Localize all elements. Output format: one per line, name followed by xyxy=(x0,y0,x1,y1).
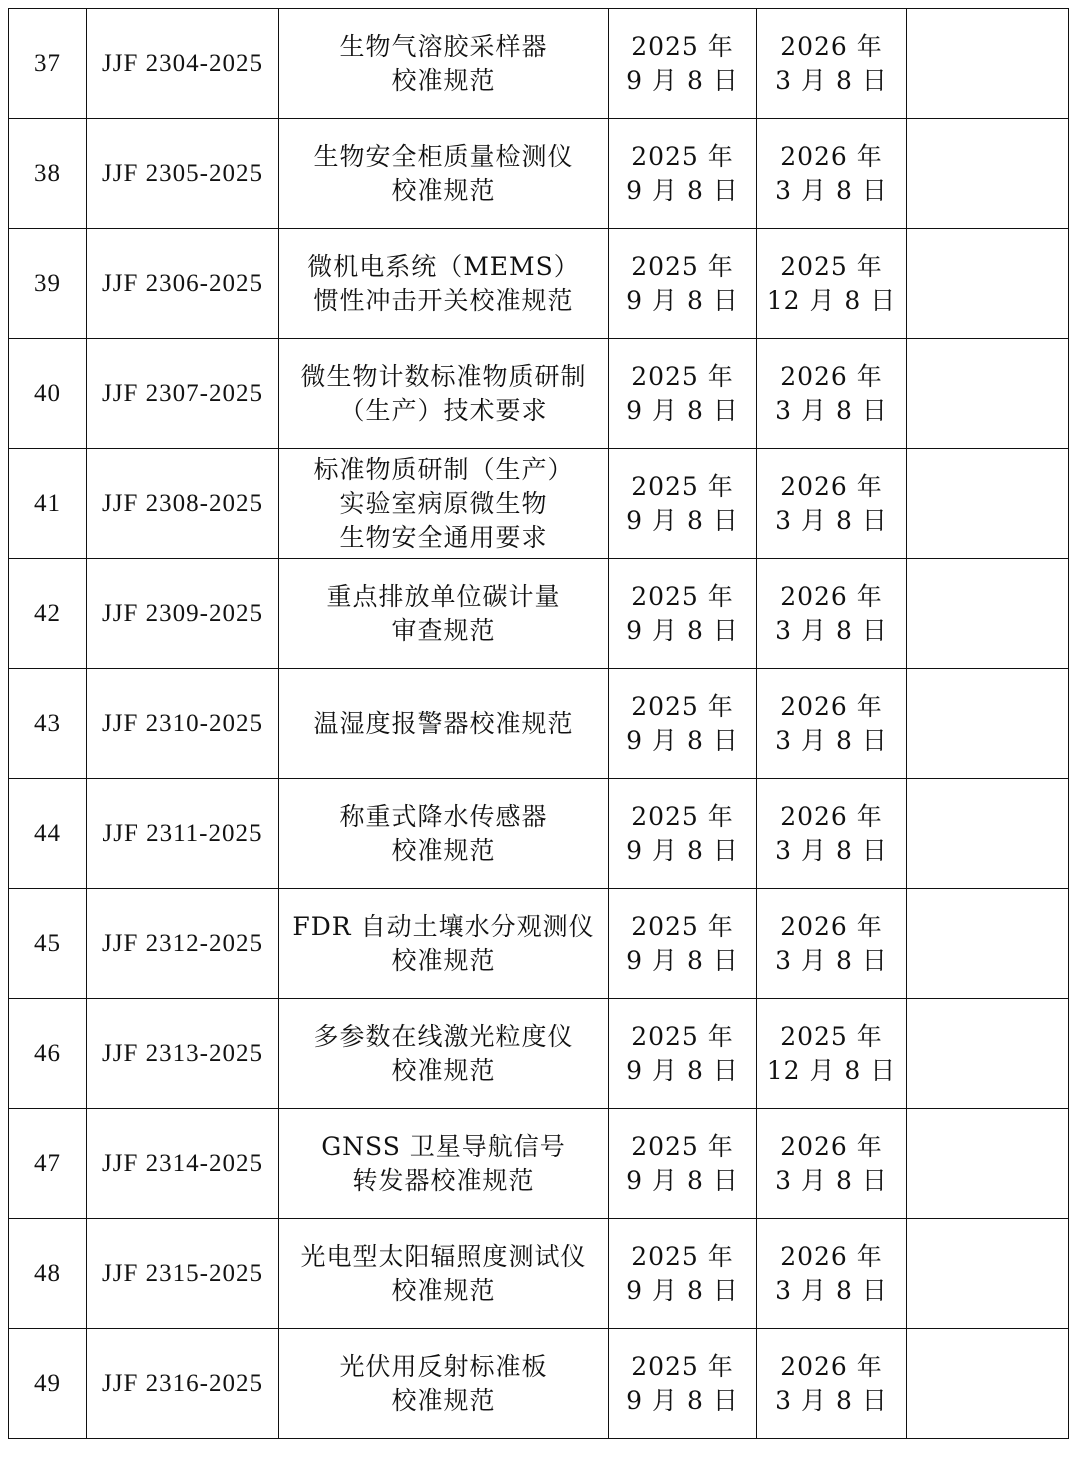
implementation-date-cell xyxy=(757,889,907,999)
standard-name-cell xyxy=(279,1219,609,1329)
implementation-date-line: 3 月 8 日 xyxy=(775,945,888,975)
approval-date-cell xyxy=(609,229,757,339)
standard-name-line: 校准规范 xyxy=(391,945,496,975)
standard-code-cell: JJF 2305-2025 xyxy=(87,119,279,229)
implementation-date-cell xyxy=(757,559,907,669)
standard-name-line: 重点排放单位碳计量 xyxy=(326,581,561,611)
table-row xyxy=(9,1329,1069,1439)
approval-date-line: 9 月 8 日 xyxy=(626,65,739,95)
remark-cell xyxy=(907,339,1069,449)
standard-name-cell xyxy=(279,339,609,449)
implementation-date-line: 12 月 8 日 xyxy=(766,1055,897,1085)
implementation-date-line: 3 月 8 日 xyxy=(775,65,888,95)
standard-name-line: 实验室病原微生物 xyxy=(339,488,548,518)
approval-date-cell xyxy=(609,1109,757,1219)
implementation-date-cell xyxy=(757,9,907,119)
row-number-cell: 46 xyxy=(9,999,87,1109)
approval-date-line: 2025 年 xyxy=(631,1021,734,1051)
standard-name-cell xyxy=(279,889,609,999)
implementation-date-line: 2025 年 xyxy=(780,251,883,281)
implementation-date-cell xyxy=(757,229,907,339)
table-row xyxy=(9,779,1069,889)
implementation-date-line: 3 月 8 日 xyxy=(775,175,888,205)
standard-name-cell xyxy=(279,119,609,229)
implementation-date-cell xyxy=(757,669,907,779)
implementation-date-cell xyxy=(757,1329,907,1439)
implementation-date-line: 2026 年 xyxy=(780,1351,883,1381)
approval-date-line: 2025 年 xyxy=(631,251,734,281)
remark-cell xyxy=(907,119,1069,229)
remark-cell xyxy=(907,9,1069,119)
table-row xyxy=(9,889,1069,999)
row-number-cell: 41 xyxy=(9,449,87,559)
standard-code-cell: JJF 2306-2025 xyxy=(87,229,279,339)
standard-name-line: 审查规范 xyxy=(391,615,496,645)
implementation-date-line: 3 月 8 日 xyxy=(775,505,888,535)
row-number-cell: 37 xyxy=(9,9,87,119)
approval-date-line: 2025 年 xyxy=(631,581,734,611)
standard-name-line: 生物气溶胶采样器 xyxy=(339,31,548,61)
remark-cell xyxy=(907,559,1069,669)
implementation-date-line: 3 月 8 日 xyxy=(775,615,888,645)
standard-name-line: 多参数在线激光粒度仪 xyxy=(313,1021,574,1051)
remark-cell xyxy=(907,449,1069,559)
standard-code-cell: JJF 2312-2025 xyxy=(87,889,279,999)
standard-name-cell xyxy=(279,229,609,339)
standard-name-cell xyxy=(279,669,609,779)
implementation-date-line: 2026 年 xyxy=(780,361,883,391)
standard-code-cell: JJF 2304-2025 xyxy=(87,9,279,119)
standard-name-line: 校准规范 xyxy=(391,175,496,205)
standard-code-cell: JJF 2311-2025 xyxy=(87,779,279,889)
implementation-date-cell xyxy=(757,119,907,229)
implementation-date-cell xyxy=(757,1109,907,1219)
row-number-cell: 38 xyxy=(9,119,87,229)
standard-code-cell: JJF 2309-2025 xyxy=(87,559,279,669)
approval-date-line: 9 月 8 日 xyxy=(626,1165,739,1195)
standard-name-line: 惯性冲击开关校准规范 xyxy=(313,285,574,315)
standard-name-line: 校准规范 xyxy=(391,65,496,95)
approval-date-line: 9 月 8 日 xyxy=(626,285,739,315)
table-row xyxy=(9,1219,1069,1329)
standard-code-cell: JJF 2316-2025 xyxy=(87,1329,279,1439)
standard-code-cell: JJF 2310-2025 xyxy=(87,669,279,779)
standard-name-line: 温湿度报警器校准规范 xyxy=(313,708,574,738)
table-body xyxy=(9,9,1069,1439)
approval-date-line: 9 月 8 日 xyxy=(626,1055,739,1085)
standard-name-cell xyxy=(279,9,609,119)
approval-date-line: 9 月 8 日 xyxy=(626,615,739,645)
approval-date-cell xyxy=(609,559,757,669)
remark-cell xyxy=(907,1219,1069,1329)
implementation-date-line: 3 月 8 日 xyxy=(775,725,888,755)
standard-name-line: 校准规范 xyxy=(391,835,496,865)
approval-date-line: 2025 年 xyxy=(631,801,734,831)
implementation-date-cell xyxy=(757,339,907,449)
approval-date-line: 9 月 8 日 xyxy=(626,1275,739,1305)
table-row xyxy=(9,449,1069,559)
standard-name-line: 称重式降水传感器 xyxy=(339,801,548,831)
approval-date-cell xyxy=(609,339,757,449)
row-number-cell: 48 xyxy=(9,1219,87,1329)
approval-date-line: 2025 年 xyxy=(631,691,734,721)
remark-cell xyxy=(907,889,1069,999)
remark-cell xyxy=(907,999,1069,1109)
approval-date-line: 9 月 8 日 xyxy=(626,175,739,205)
standard-name-line: （生产）技术要求 xyxy=(339,395,548,425)
implementation-date-cell xyxy=(757,999,907,1109)
implementation-date-cell xyxy=(757,779,907,889)
standard-code-cell: JJF 2314-2025 xyxy=(87,1109,279,1219)
standard-name-line: 生物安全通用要求 xyxy=(339,522,548,552)
approval-date-line: 9 月 8 日 xyxy=(626,725,739,755)
standard-name-line: 微生物计数标准物质研制 xyxy=(300,361,587,391)
approval-date-line: 2025 年 xyxy=(631,471,734,501)
row-number-cell: 44 xyxy=(9,779,87,889)
implementation-date-line: 3 月 8 日 xyxy=(775,835,888,865)
remark-cell xyxy=(907,779,1069,889)
standard-name-cell xyxy=(279,1329,609,1439)
approval-date-line: 2025 年 xyxy=(631,1351,734,1381)
approval-date-line: 2025 年 xyxy=(631,1131,734,1161)
regulation-table xyxy=(8,8,1069,1439)
implementation-date-line: 2026 年 xyxy=(780,691,883,721)
standard-name-line: 校准规范 xyxy=(391,1055,496,1085)
approval-date-cell xyxy=(609,889,757,999)
implementation-date-line: 3 月 8 日 xyxy=(775,1275,888,1305)
implementation-date-line: 2026 年 xyxy=(780,1241,883,1271)
approval-date-line: 2025 年 xyxy=(631,31,734,61)
table-row xyxy=(9,999,1069,1109)
approval-date-line: 2025 年 xyxy=(631,361,734,391)
implementation-date-line: 2026 年 xyxy=(780,471,883,501)
standard-name-line: 生物安全柜质量检测仪 xyxy=(313,141,574,171)
standard-name-cell xyxy=(279,449,609,559)
implementation-date-line: 3 月 8 日 xyxy=(775,395,888,425)
approval-date-cell xyxy=(609,1329,757,1439)
standard-name-cell xyxy=(279,999,609,1109)
row-number-cell: 43 xyxy=(9,669,87,779)
standard-code-cell: JJF 2313-2025 xyxy=(87,999,279,1109)
standard-name-line: 微机电系统（MEMS） xyxy=(307,251,580,281)
implementation-date-line: 3 月 8 日 xyxy=(775,1165,888,1195)
row-number-cell: 39 xyxy=(9,229,87,339)
implementation-date-line: 2026 年 xyxy=(780,141,883,171)
implementation-date-line: 2025 年 xyxy=(780,1021,883,1051)
standard-name-line: 标准物质研制（生产） xyxy=(313,454,574,484)
implementation-date-line: 3 月 8 日 xyxy=(775,1385,888,1415)
implementation-date-cell xyxy=(757,449,907,559)
approval-date-line: 2025 年 xyxy=(631,1241,734,1271)
approval-date-line: 9 月 8 日 xyxy=(626,835,739,865)
table-row xyxy=(9,669,1069,779)
approval-date-cell xyxy=(609,999,757,1109)
row-number-cell: 45 xyxy=(9,889,87,999)
approval-date-cell xyxy=(609,669,757,779)
implementation-date-line: 2026 年 xyxy=(780,911,883,941)
row-number-cell: 47 xyxy=(9,1109,87,1219)
remark-cell xyxy=(907,669,1069,779)
standard-name-cell xyxy=(279,779,609,889)
remark-cell xyxy=(907,229,1069,339)
table-row xyxy=(9,1109,1069,1219)
standard-code-cell: JJF 2308-2025 xyxy=(87,449,279,559)
table-row xyxy=(9,339,1069,449)
approval-date-line: 9 月 8 日 xyxy=(626,945,739,975)
table-row xyxy=(9,9,1069,119)
approval-date-cell xyxy=(609,9,757,119)
implementation-date-line: 2026 年 xyxy=(780,581,883,611)
standard-name-cell xyxy=(279,559,609,669)
table-row xyxy=(9,119,1069,229)
remark-cell xyxy=(907,1329,1069,1439)
standard-name-line: 光电型太阳辐照度测试仪 xyxy=(300,1241,587,1271)
row-number-cell: 40 xyxy=(9,339,87,449)
approval-date-line: 9 月 8 日 xyxy=(626,395,739,425)
row-number-cell: 42 xyxy=(9,559,87,669)
table-row xyxy=(9,229,1069,339)
approval-date-line: 9 月 8 日 xyxy=(626,1385,739,1415)
approval-date-line: 2025 年 xyxy=(631,141,734,171)
approval-date-cell xyxy=(609,1219,757,1329)
standard-name-line: 校准规范 xyxy=(391,1385,496,1415)
standard-name-line: 光伏用反射标准板 xyxy=(339,1351,548,1381)
implementation-date-line: 12 月 8 日 xyxy=(766,285,897,315)
approval-date-cell xyxy=(609,779,757,889)
standard-name-line: FDR 自动土壤水分观测仪 xyxy=(292,911,595,941)
approval-date-line: 9 月 8 日 xyxy=(626,505,739,535)
implementation-date-line: 2026 年 xyxy=(780,801,883,831)
implementation-date-line: 2026 年 xyxy=(780,1131,883,1161)
table-row xyxy=(9,559,1069,669)
standard-name-cell xyxy=(279,1109,609,1219)
approval-date-cell xyxy=(609,449,757,559)
standard-code-cell: JJF 2315-2025 xyxy=(87,1219,279,1329)
implementation-date-cell xyxy=(757,1219,907,1329)
approval-date-cell xyxy=(609,119,757,229)
remark-cell xyxy=(907,1109,1069,1219)
implementation-date-line: 2026 年 xyxy=(780,31,883,61)
standard-name-line: 校准规范 xyxy=(391,1275,496,1305)
standard-code-cell: JJF 2307-2025 xyxy=(87,339,279,449)
approval-date-line: 2025 年 xyxy=(631,911,734,941)
row-number-cell: 49 xyxy=(9,1329,87,1439)
standard-name-line: 转发器校准规范 xyxy=(352,1165,535,1195)
standard-name-line: GNSS 卫星导航信号 xyxy=(321,1131,566,1161)
